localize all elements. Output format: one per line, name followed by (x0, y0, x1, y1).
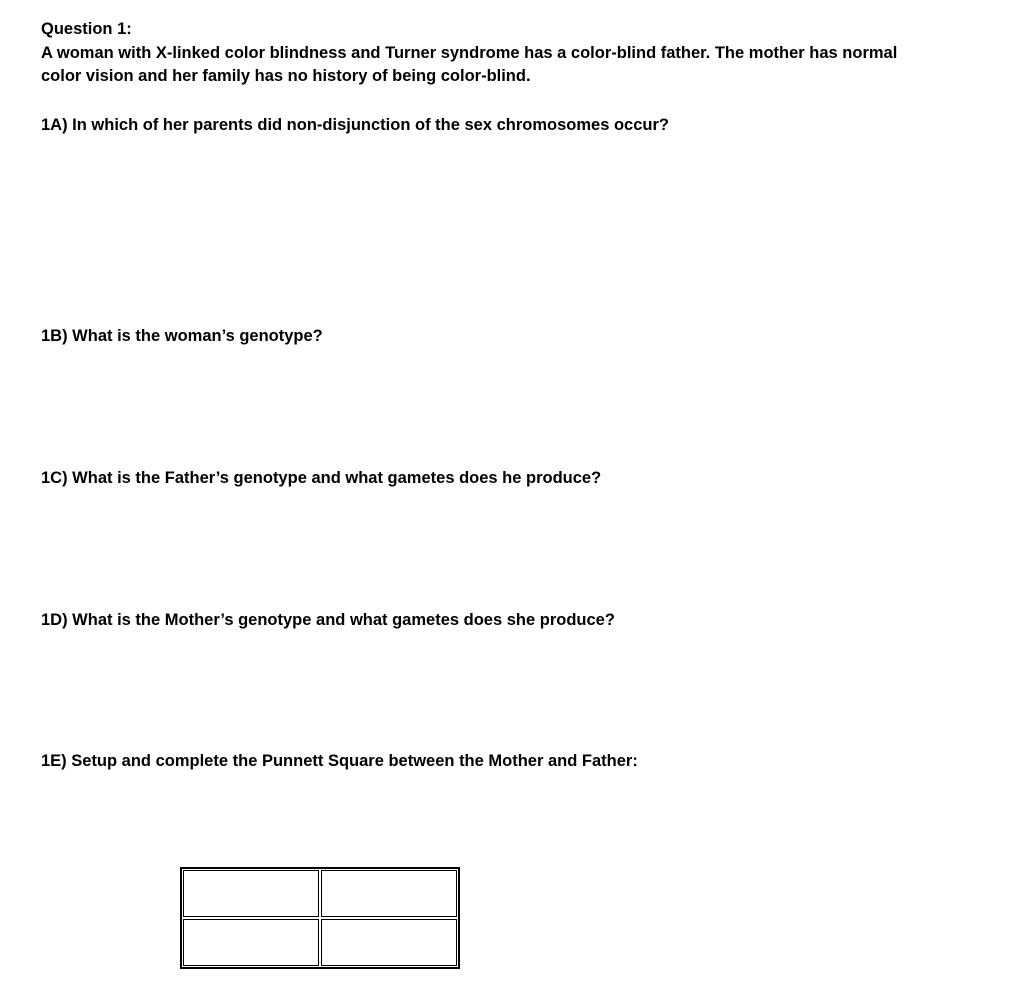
question-intro: A woman with X-linked color blindness and Turner syndrome has a color-blind father. The mother has normal color vision and her family has no history of being color-blind. (41, 44, 898, 85)
punnett-cell (183, 919, 319, 966)
question-title: Question 1: (41, 20, 132, 38)
question-1b: 1B) What is the woman’s genotype? (41, 327, 323, 345)
question-1c: 1C) What is the Father’s genotype and what gametes does he produce? (41, 469, 602, 487)
punnett-square (180, 867, 460, 969)
question-1d: 1D) What is the Mother’s genotype and what gametes does she produce? (41, 611, 615, 629)
question-1a: 1A) In which of her parents did non-disjunction of the sex chromosomes occur? (41, 116, 669, 134)
punnett-cell (321, 870, 457, 917)
punnett-cell (321, 919, 457, 966)
question-1e: 1E) Setup and complete the Punnett Square between the Mother and Father: (41, 752, 638, 770)
punnett-cell (183, 870, 319, 917)
